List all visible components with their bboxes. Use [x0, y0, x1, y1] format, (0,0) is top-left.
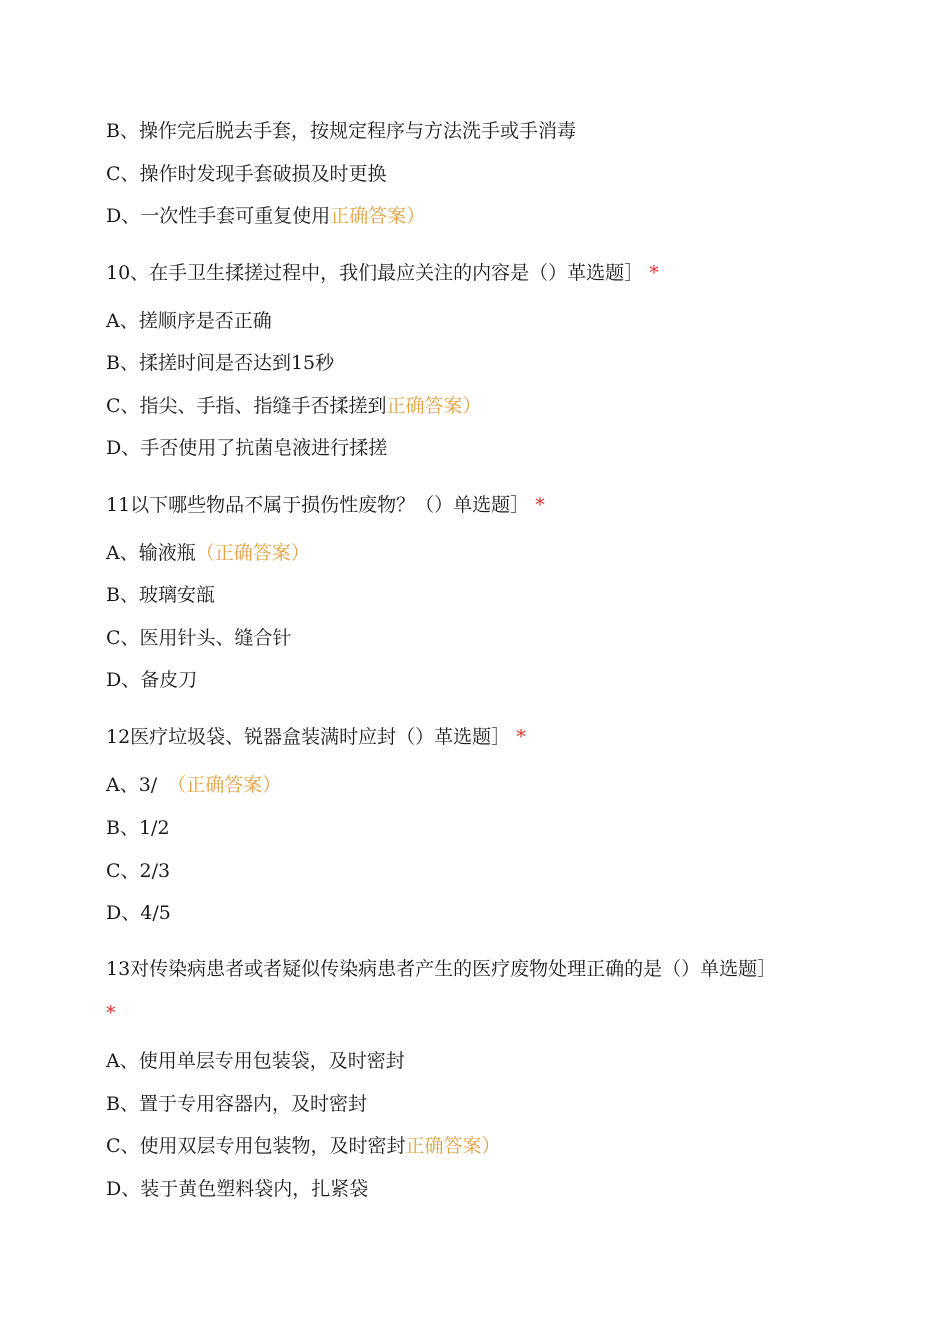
q12-option-b: [106, 815, 170, 841]
required-asterisk: *: [516, 726, 526, 748]
q11-option-c: [106, 625, 292, 651]
correct-answer-marker: 正确答案）: [386, 395, 482, 417]
question-text: 11以下哪些物品不属于损伤性废物？（）单选题］: [106, 494, 530, 516]
option-text: B、置于专用容器内，及时密封: [106, 1093, 367, 1115]
correct-answer-marker: 正确答案）: [330, 205, 426, 227]
q12-option-a: [106, 772, 281, 798]
option-text: B、操作完后脱去手套，按规定程序与方法洗手或手消毒: [106, 120, 576, 142]
option-text: C、2/3: [106, 860, 171, 882]
q13-option-c: [106, 1133, 501, 1159]
question-text: 13对传染病患者或者疑似传染病患者产生的医疗废物处理正确的是（）单选题］: [106, 958, 777, 980]
q10-title: [106, 260, 659, 286]
option-text: D、装于黄色塑料袋内，扎紧袋: [106, 1178, 369, 1200]
question-text: 12医疗垃圾袋、锐器盒装满时应封（）革选题］: [106, 726, 511, 748]
option-text: C、使用双层专用包装物，及时密封: [106, 1135, 406, 1157]
option-text: A、搓顺序是否正确: [106, 310, 272, 332]
q11-option-b: [106, 582, 215, 608]
q12-option-d: [106, 900, 171, 926]
q12-option-c: [106, 858, 170, 884]
q11-option-a: [106, 540, 310, 566]
q10-option-b: [106, 350, 334, 376]
q13-required-line: [106, 1000, 116, 1026]
q13-option-d: [106, 1176, 368, 1202]
option-text: A、输液瓶: [106, 542, 196, 564]
q9-option-c: [106, 161, 387, 187]
q9-option-d: [106, 203, 425, 229]
option-text: D、手否使用了抗菌皂液进行揉搓: [106, 437, 388, 459]
option-text: D、备皮刀: [106, 669, 198, 691]
q13-option-a: [106, 1048, 405, 1074]
option-text: B、玻璃安瓿: [106, 584, 215, 606]
option-text: B、揉搓时间是否达到15秒: [106, 352, 335, 374]
option-text: D、4/5: [106, 902, 171, 924]
correct-answer-marker: （正确答案）: [167, 774, 282, 796]
question-text: 10、在手卫生揉搓过程中，我们最应关注的内容是（）革选题］: [106, 262, 644, 284]
option-text: A、使用单层专用包装袋，及时密封: [106, 1050, 405, 1072]
q10-option-a: [106, 308, 272, 334]
option-text: C、医用针头、缝合针: [106, 627, 292, 649]
correct-answer-marker: 正确答案）: [405, 1135, 501, 1157]
q11-title: [106, 492, 545, 518]
option-text: A、3/: [106, 774, 158, 796]
required-asterisk: *: [649, 262, 659, 284]
q11-option-d: [106, 667, 197, 693]
option-text: D、一次性手套可重复使用: [106, 205, 331, 227]
correct-answer-marker: （正确答案）: [195, 542, 310, 564]
q13-title: [106, 956, 776, 982]
required-asterisk: *: [106, 1002, 116, 1024]
option-text: B、1/2: [106, 817, 170, 839]
required-asterisk: *: [535, 494, 545, 516]
q10-option-c: [106, 393, 482, 419]
option-text: C、指尖、手指、指缝手否揉搓到: [106, 395, 387, 417]
q12-title: [106, 724, 526, 750]
option-text: C、操作时发现手套破损及时更换: [106, 163, 387, 185]
q10-option-d: [106, 435, 387, 461]
q13-option-b: [106, 1091, 367, 1117]
q9-option-b: [106, 118, 576, 144]
